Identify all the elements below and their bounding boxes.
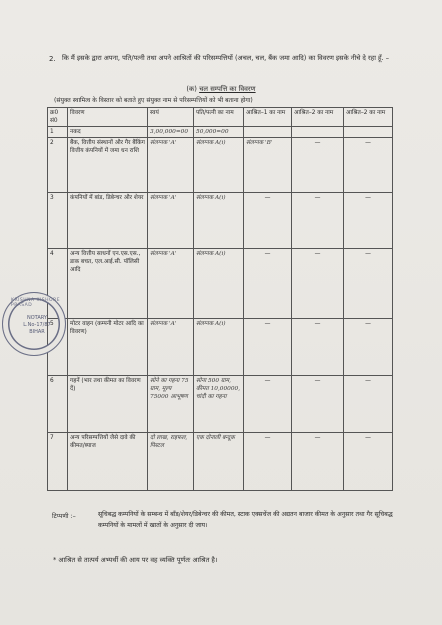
row-self: दो लाख, राइफल, पिस्टल xyxy=(148,433,194,491)
notary-stamp xyxy=(2,292,66,356)
row-sn: 4 xyxy=(48,249,68,319)
row-desc: बैंक, वित्तीय संस्थानों और गैर बैंकिंग वित्तीय कंपनियों में जमा धन राशि xyxy=(68,138,148,193)
row-self: संलग्नक 'A' xyxy=(148,249,194,319)
row-spouse: संलग्नक A(i) xyxy=(194,319,244,376)
stamp-line3: BIHAR xyxy=(29,329,45,335)
row-dep3: — xyxy=(344,376,393,433)
col-header-dep3: आश्रित–2 का नाम xyxy=(344,108,393,127)
row-dep2: — xyxy=(292,376,344,433)
row-dep1: — xyxy=(244,249,292,319)
section-heading: चल सम्पत्ति का विवरण xyxy=(199,85,256,93)
row-self: सोने का गहना 75 ग्राम, मूल्य 75000 आभूषण xyxy=(148,376,194,433)
row-sn: 5 xyxy=(48,319,68,376)
row-dep1: — xyxy=(244,376,292,433)
row-self: संलग्नक 'A' xyxy=(148,193,194,249)
row-dep1: — xyxy=(244,193,292,249)
col-header-spouse: पति/पत्नी का नाम xyxy=(194,108,244,127)
row-dep2 xyxy=(292,127,344,138)
row-dep3: — xyxy=(344,249,393,319)
section-prefix: (क) xyxy=(186,85,197,93)
stamp-line1: NOTARY xyxy=(27,315,47,321)
question-text: कि मैं इसके द्वारा अपना, पति/पत्नी तथा अपने आश्रितों की परिसम्पत्तियों (अचल, चल, बैंक जमा आदि) का विवरण इसके नीचे दे रहा हूँ. – xyxy=(62,54,390,62)
row-dep1 xyxy=(244,127,292,138)
row-sn: 6 xyxy=(48,376,68,433)
row-dep3: — xyxy=(344,433,393,491)
row-dep3: — xyxy=(344,138,393,193)
row-self: 3,00,000=00 xyxy=(148,127,194,138)
remark-label: टिप्पणी :– xyxy=(52,513,76,520)
row-self: संलग्नक 'A' xyxy=(148,319,194,376)
remark-text: सूचिबद्ध कम्पनियों के सम्बन्ध में बॉंड/शेयर/डिबेन्चर की कीमत, स्टाक एक्सचेंज की अद्यतन बाजार कीमत के अनुसार तथा गैर सूचिबद्ध कम्पनियों के मामलों में खातों के अनुसार दी जाय। xyxy=(98,511,393,529)
row-dep2: — xyxy=(292,249,344,319)
stamp-line2: L.No-17/87 xyxy=(23,322,51,328)
movable-assets-table xyxy=(47,107,393,491)
question-number: 2. xyxy=(49,55,56,63)
row-spouse: एक दोनाली बन्दूक xyxy=(194,433,244,491)
row-desc: अन्य वित्तीय साधनों एन.एस.एस., डाक बचत, एल.आई.सी. पॉलिसी आदि xyxy=(68,249,148,319)
row-desc: गहनें (भार तथा कीमत का विवरण दें) xyxy=(68,376,148,433)
row-sn: 1 xyxy=(48,127,68,138)
table-row xyxy=(48,127,393,138)
row-dep3: — xyxy=(344,319,393,376)
row-dep2: — xyxy=(292,193,344,249)
section-title xyxy=(0,84,442,93)
row-dep3: — xyxy=(344,193,393,249)
row-desc: नकद xyxy=(68,127,148,138)
col-header-dep2: आश्रित–2 का नाम xyxy=(292,108,344,127)
section-note: (संयुक्त स्वामित्व के विस्तार को बताते हुए संयुक्त नाम से परिसम्पत्तियों को भी बताना होगा) xyxy=(54,97,253,104)
col-header-desc: विवरण xyxy=(68,108,148,127)
row-dep1: संलग्नक 'B' xyxy=(244,138,292,193)
stamp-ring-text: KRISHNA KISHORE PRASAD xyxy=(11,298,61,308)
row-dep2: — xyxy=(292,319,344,376)
stamp-center xyxy=(17,315,57,336)
table-row xyxy=(48,193,393,249)
row-desc: मोटर वाहन (कम्पनी मोटर आदि का विवरण) xyxy=(68,319,148,376)
col-header-dep1: आश्रित–1 का नाम xyxy=(244,108,292,127)
row-sn: 3 xyxy=(48,193,68,249)
row-sn: 7 xyxy=(48,433,68,491)
row-dep2: — xyxy=(292,433,344,491)
row-dep3 xyxy=(344,127,393,138)
row-spouse: सोना 500 ग्राम, कीमत 10,00000, चांदी का गहना xyxy=(194,376,244,433)
col-header-sn: क्र0 सं0 xyxy=(48,108,68,127)
row-spouse: संलग्नक A(i) xyxy=(194,249,244,319)
row-desc: कंपनियों में बांड, डिबेन्चर और शेयर xyxy=(68,193,148,249)
table-row xyxy=(48,433,393,491)
table-header-row xyxy=(48,108,393,127)
row-spouse: संलग्नक A(i) xyxy=(194,138,244,193)
row-sn: 2 xyxy=(48,138,68,193)
table-row xyxy=(48,138,393,193)
row-self: संलग्नक 'A' xyxy=(148,138,194,193)
row-dep1: — xyxy=(244,319,292,376)
col-header-self: स्वयं xyxy=(148,108,194,127)
table-row xyxy=(48,249,393,319)
row-desc: अन्य परिसम्पत्तियों जैसे दावे की कीमत/ब्याज xyxy=(68,433,148,491)
footnote: * आश्रित से तात्पर्य अभ्यर्थी की आय पर वह व्यक्ति पूर्णतः आश्रित है। xyxy=(53,556,218,564)
row-dep1: — xyxy=(244,433,292,491)
row-spouse: संलग्नक A(i) xyxy=(194,193,244,249)
table-row xyxy=(48,319,393,376)
row-dep2: — xyxy=(292,138,344,193)
row-spouse: 50,000=00 xyxy=(194,127,244,138)
table-row xyxy=(48,376,393,433)
